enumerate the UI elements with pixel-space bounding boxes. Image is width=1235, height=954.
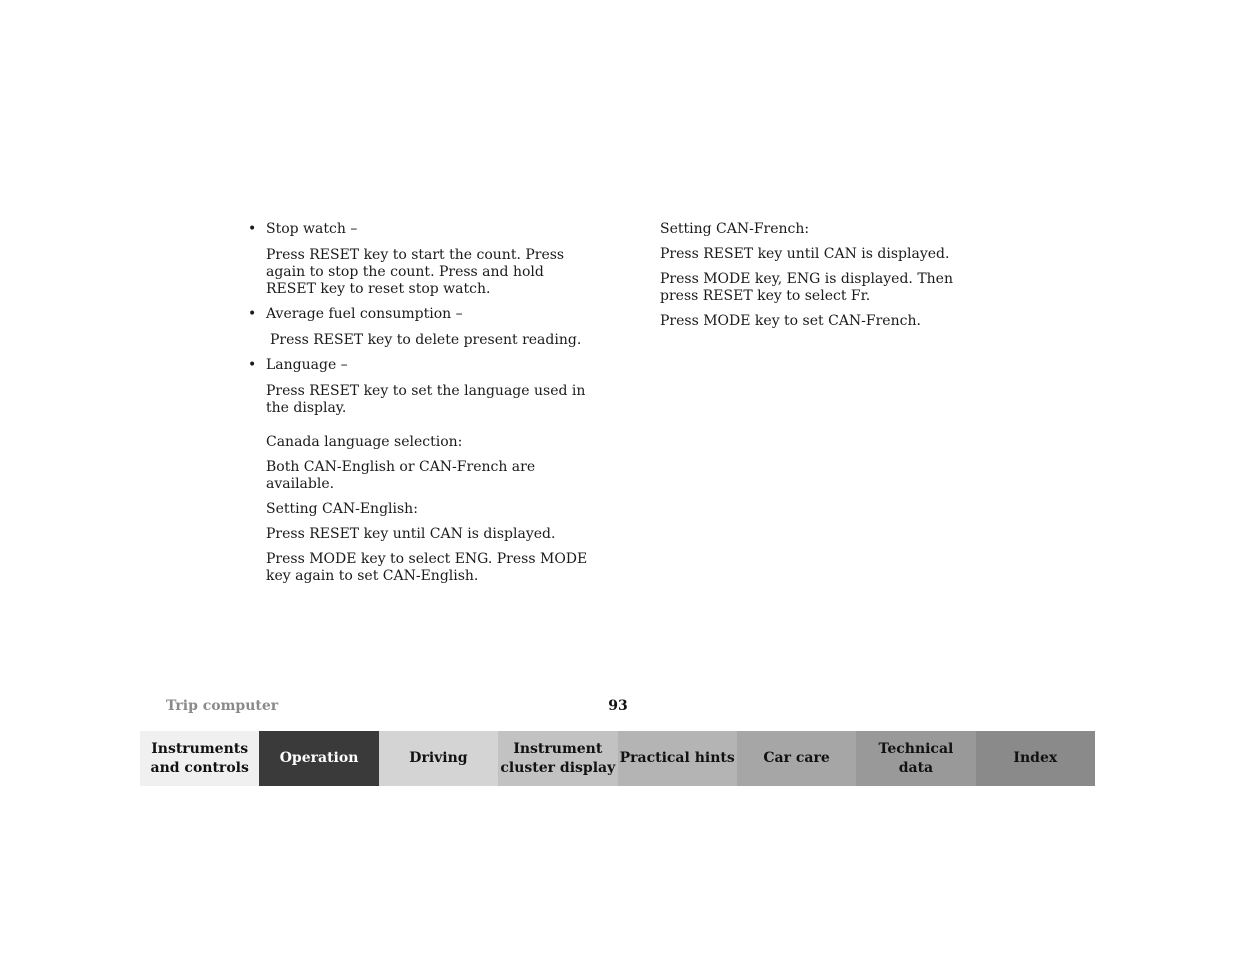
bullet-dot: • — [248, 306, 257, 322]
paragraph: Press MODE key to set CAN-French. — [660, 313, 921, 329]
paragraph: Press MODE key to select ENG. Press MODE key again to set CAN-English. — [266, 551, 588, 584]
paragraph: Both CAN-English or CAN-French are available. — [266, 459, 536, 492]
nav-tab-practical-hints[interactable]: Practical hints — [618, 731, 737, 786]
bullet-dot: • — [248, 357, 257, 373]
nav-tab-driving[interactable]: Driving — [379, 731, 498, 786]
paragraph: Press RESET key until CAN is displayed. — [266, 526, 556, 542]
bullet-dot: • — [248, 221, 257, 237]
subheading: Setting CAN-French: — [660, 221, 810, 237]
nav-tab-instrument-cluster-display[interactable]: Instrument cluster display — [498, 731, 617, 786]
section-title: Trip computer — [166, 698, 279, 714]
paragraph: Press RESET key to delete present reading. — [270, 332, 582, 348]
subheading: Canada language selection: — [266, 434, 463, 450]
list-item-stop-watch — [248, 221, 593, 238]
left-column — [248, 221, 593, 593]
nav-tab-operation[interactable]: Operation — [259, 731, 378, 786]
right-column — [660, 221, 970, 338]
nav-tab-index[interactable]: Index — [976, 731, 1095, 786]
nav-tab-car-care[interactable]: Car care — [737, 731, 856, 786]
paragraph: Press RESET key until CAN is displayed. — [660, 246, 950, 262]
nav-tab-technical-data[interactable]: Technical data — [856, 731, 975, 786]
paragraph: Press MODE key, ENG is displayed. Then press RESET key to select Fr. — [660, 271, 953, 304]
list-item-fuel-consumption — [248, 306, 593, 323]
nav-tab-instruments-and-controls[interactable]: Instruments and controls — [140, 731, 259, 786]
list-item-heading: Average fuel consumption – — [266, 306, 463, 322]
paragraph: Press RESET key to start the count. Press again to stop the count. Press and hold RESET key to reset stop watch. — [266, 247, 565, 297]
paragraph: Press RESET key to set the language used in the display. — [266, 383, 586, 416]
list-item-heading: Stop watch – — [266, 221, 358, 237]
list-item-language — [248, 357, 593, 374]
list-item-heading: Language – — [266, 357, 348, 373]
chapter-nav — [140, 731, 1095, 786]
page-number: 93 — [608, 698, 628, 714]
subheading: Setting CAN-English: — [266, 501, 418, 517]
